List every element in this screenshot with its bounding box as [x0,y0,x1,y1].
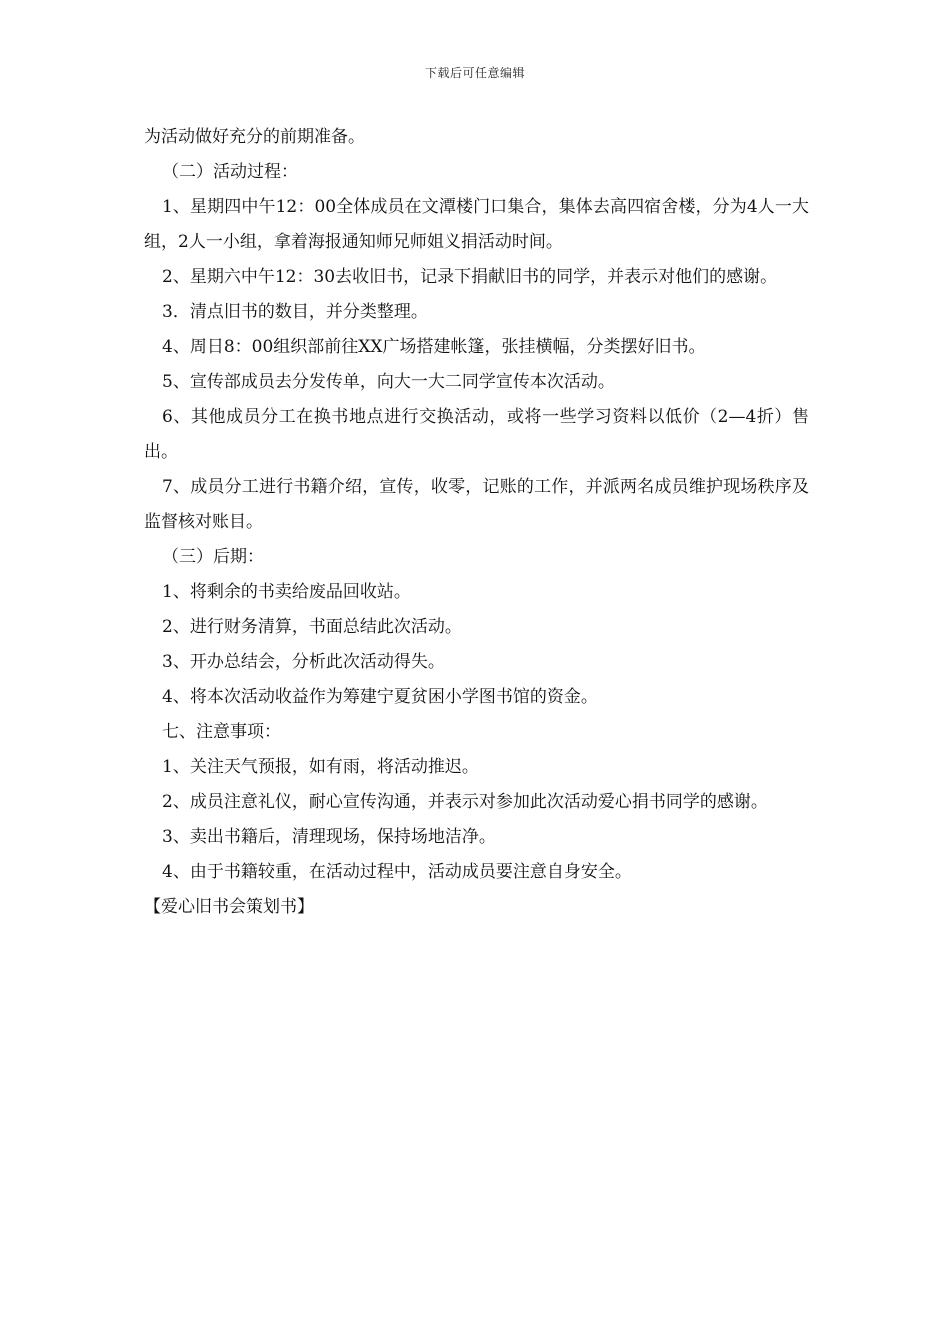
paragraph: 4、由于书籍较重，在活动过程中，活动成员要注意自身安全。 [162,862,632,882]
paragraph: 1、将剩余的书卖给废品回收站。 [162,582,411,602]
paragraph: 7、成员分工进行书籍介绍，宣传，收零，记账的工作，并派两名成员维护现场秩序及监督核对账目。 [144,477,809,532]
document-title-footer: 【爱心旧书会策划书】 [144,897,314,917]
paragraph: 3、卖出书籍后，清理现场，保持场地洁净。 [162,827,496,847]
paragraph: 2、星期六中午12：30去收旧书，记录下捐献旧书的同学，并表示对他们的感谢。 [162,267,778,287]
paragraph: 4、将本次活动收益作为筹建宁夏贫困小学图书馆的资金。 [162,687,598,707]
paragraph: 6、其他成员分工在换书地点进行交换活动，或将一些学习资料以低价（2—4折）售出。 [144,407,809,462]
section-heading-process: （二）活动过程： [162,162,298,182]
paragraph: 3、开办总结会，分析此次活动得失。 [162,652,445,672]
paragraph: 2、进行财务清算，书面总结此次活动。 [162,617,462,637]
document-body [144,120,809,925]
paragraph: 1、星期四中午12：00全体成员在文潭楼门口集合，集体去高四宿舍楼，分为4人一大组，2人一小组，拿着海报通知师兄师姐义捐活动时间。 [144,197,809,252]
page-header-note: 下载后可任意编辑 [424,66,525,80]
paragraph: 4、周日8：00组织部前往XX广场搭建帐篷，张挂横幅，分类摆好旧书。 [162,337,706,357]
paragraph: 1、关注天气预报，如有雨，将活动推迟。 [162,757,479,777]
paragraph: 为活动做好充分的前期准备。 [144,127,365,147]
paragraph: 5、宣传部成员去分发传单，向大一大二同学宣传本次活动。 [162,372,615,392]
section-heading-later: （三）后期： [162,547,264,567]
section-heading-notes: 七、注意事项： [162,722,281,742]
paragraph: 2、成员注意礼仪，耐心宣传沟通，并表示对参加此次活动爱心捐书同学的感谢。 [162,792,768,812]
paragraph: 3．清点旧书的数目，并分类整理。 [162,302,428,322]
